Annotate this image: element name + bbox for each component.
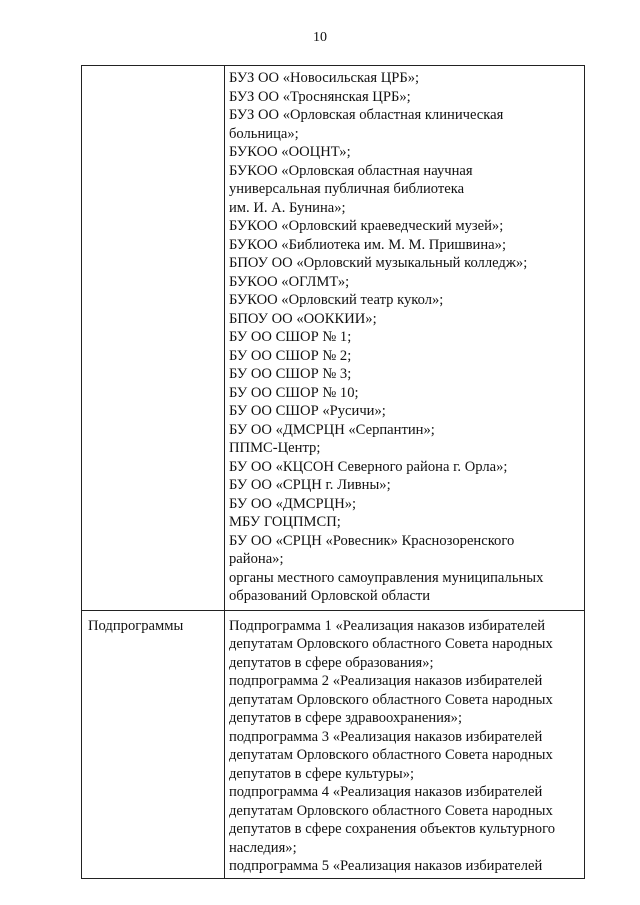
list-item: БУКОО «ООЦНТ»; [229, 144, 351, 160]
list-item: депутатов в сфере культуры»; [229, 765, 415, 782]
list-item: БУКОО «ОГЛМТ»; [229, 273, 350, 290]
page-number: 10 [313, 30, 327, 45]
list-item: БУ ОО СШОР «Русичи»; [229, 403, 386, 419]
list-item: БУ ОО «СРЦН «Ровесник» Краснозоренского [229, 532, 515, 549]
table-row-subprograms [82, 610, 585, 878]
list-item: образований Орловской области [229, 588, 431, 604]
list-item: БУЗ ОО «Новосильская ЦРБ»; [229, 70, 420, 86]
list-item: БУКОО «Орловский краеведческий музей»; [229, 218, 504, 234]
list-item: БУКОО «Орловская областная научная [229, 162, 473, 179]
list-item: больница»; [229, 125, 299, 142]
list-item: БПОУ ОО «ООККИИ»; [229, 310, 377, 327]
list-item: универсальная публичная библиотека [229, 181, 465, 197]
list-item: БУКОО «Орловский театр кукол»; [229, 292, 444, 308]
list-item: депутатов в сфере образования»; [229, 654, 434, 671]
list-item: депутатам Орловского областного Совета народных [229, 747, 553, 763]
executors-list-cell [225, 66, 585, 611]
list-item: БУЗ ОО «Троснянская ЦРБ»; [229, 88, 411, 105]
list-item: депутатам Орловского областного Совета народных [229, 691, 553, 708]
list-item: БУ ОО СШОР № 10; [229, 384, 359, 401]
list-item: ППМС-Центр; [229, 440, 321, 456]
list-item: подпрограмма 4 «Реализация наказов избирателей [229, 784, 543, 800]
list-item: депутатов в сфере здравоохранения»; [229, 710, 463, 726]
list-item: БУ ОО СШОР № 2; [229, 347, 352, 364]
list-item: МБУ ГОЦПМСП; [229, 514, 341, 530]
list-item: БУ ОО «СРЦН г. Ливны»; [229, 477, 391, 493]
row-label-cell [82, 610, 225, 878]
list-item: им. И. А. Бунина»; [229, 199, 346, 216]
list-item: подпрограмма 5 «Реализация наказов избирателей [229, 858, 543, 874]
list-item: депутатам Орловского областного Совета народных [229, 636, 553, 652]
subprograms-list-cell [225, 610, 585, 878]
row-label-subprograms: Подпрограммы [88, 617, 184, 634]
list-item: депутатам Орловского областного Совета народных [229, 802, 553, 819]
list-item: БУКОО «Библиотека им. М. М. Пришвина»; [229, 236, 507, 253]
program-passport-table [81, 65, 585, 879]
list-item: подпрограмма 3 «Реализация наказов избирателей [229, 728, 543, 745]
list-item: Подпрограмма 1 «Реализация наказов избирателей [229, 617, 546, 634]
list-item: БУ ОО СШОР № 1; [229, 329, 352, 345]
row-label-cell [82, 66, 225, 611]
list-item: органы местного самоуправления муниципальных [229, 569, 544, 586]
list-item: БУ ОО «ДМСРЦН»; [229, 495, 357, 512]
list-item: БПОУ ОО «Орловский музыкальный колледж»; [229, 255, 528, 271]
table-row-executors [82, 66, 585, 611]
list-item: БУ ОО «КЦСОН Северного района г. Орла»; [229, 458, 508, 475]
list-item: наследия»; [229, 839, 297, 856]
list-item: БУ ОО «ДМСРЦН «Серпантин»; [229, 421, 435, 438]
list-item: БУ ОО СШОР № 3; [229, 366, 352, 382]
list-item: БУЗ ОО «Орловская областная клиническая [229, 107, 504, 123]
list-item: подпрограмма 2 «Реализация наказов избирателей [229, 673, 543, 689]
list-item: района»; [229, 551, 284, 567]
list-item: депутатов в сфере сохранения объектов культурного [229, 821, 556, 837]
